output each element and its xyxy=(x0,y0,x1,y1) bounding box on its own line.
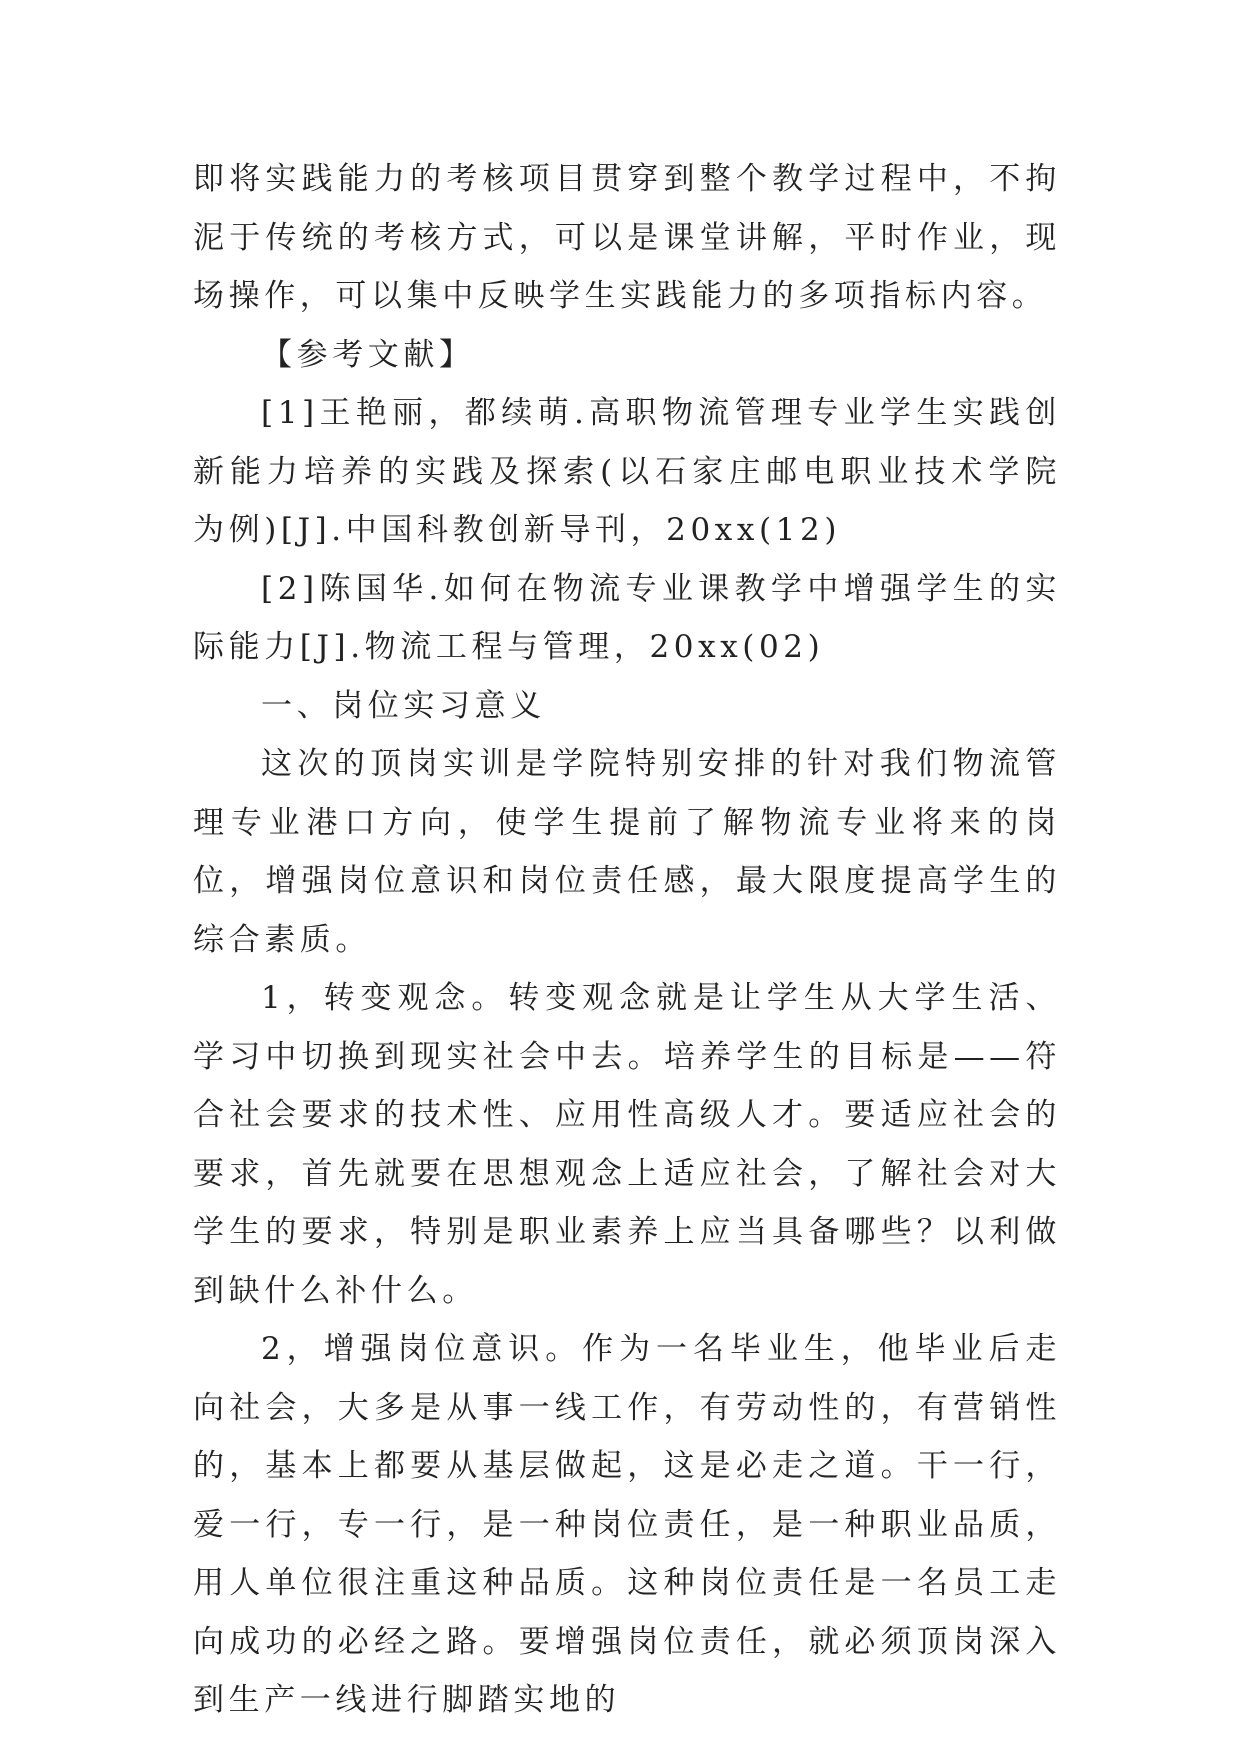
reference-item-1: [1]王艳丽，都续萌.高职物流管理专业学生实践创新能力培养的实践及探索(以石家庄邮电职业技术学院为例)[J].中国科教创新导刊，20xx(12) xyxy=(193,395,1061,548)
reference-item-2: [2]陈国华.如何在物流专业课教学中增强学生的实际能力[J].物流工程与管理，20xx(02) xyxy=(193,570,1061,665)
section-heading-internship-significance: 一、岗位实习意义 xyxy=(261,687,546,724)
paragraph-continuation: 即将实践能力的考核项目贯穿到整个教学过程中，不拘泥于传统的考核方式，可以是课堂讲解，平时作业，现场操作，可以集中反映学生实践能力的多项指标内容。 xyxy=(193,161,1061,314)
references-heading: 【参考文献】 xyxy=(261,336,475,373)
paragraph-point-2: 2，增强岗位意识。作为一名毕业生，他毕业后走向社会，大多是从事一线工作，有劳动性的，有营销性的，基本上都要从基层做起，这是必走之道。干一行，爱一行，专一行，是一种岗位责任，是一种职业品质，用人单位很注重这种品质。这种岗位责任是一名员工走向成功的必经之路。要增强岗位责任，就必须顶岗深入到生产一线进行脚踏实地的 xyxy=(193,1331,1061,1718)
paragraph-point-1: 1，转变观念。转变观念就是让学生从大学生活、学习中切换到现实社会中去。培养学生的目标是——符合社会要求的技术性、应用性高级人才。要适应社会的要求，首先就要在思想观念上适应社会，了解社会对大学生的要求，特别是职业素养上应当具备哪些？以利做到缺什么补什么。 xyxy=(193,980,1061,1309)
document-body xyxy=(193,150,1061,1730)
paragraph-internship-intro: 这次的顶岗实训是学院特别安排的针对我们物流管理专业港口方向，使学生提前了解物流专业将来的岗位，增强岗位意识和岗位责任感，最大限度提高学生的综合素质。 xyxy=(193,746,1061,958)
